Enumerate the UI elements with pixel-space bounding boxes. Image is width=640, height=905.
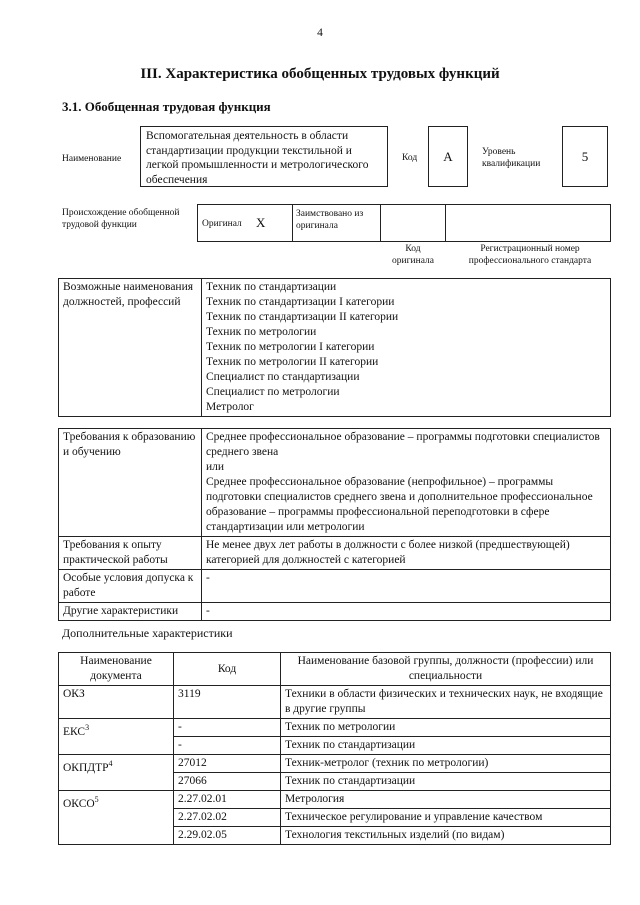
code-box bbox=[428, 126, 468, 187]
additional-header-row bbox=[59, 653, 611, 686]
function-name-box bbox=[140, 126, 388, 187]
footnote-mark: 4 bbox=[108, 759, 113, 768]
function-name-value: Вспомогательная деятельность в области стандартизации продукции текстильной и легкой промышленности и метрологического обеспечения bbox=[146, 130, 369, 186]
requirement-value: Среднее профессиональное образование – программы подготовки специалистов среднего звена или Среднее профессиональное образование (непрофильное) – программы подготовки специалистов среднего звена и дополнительное профессиональное образование – программы профессиональной переподготовки в сфере стандартизации или метрологии bbox=[206, 431, 600, 533]
origin-label: Происхождение обобщенной трудовой функции bbox=[62, 208, 180, 230]
section-title: III. Характеристика обобщенных трудовых функций bbox=[140, 66, 500, 82]
requirement-row bbox=[59, 537, 611, 570]
name-cell: Техник по стандартизации bbox=[285, 775, 416, 787]
requirement-value: - bbox=[206, 572, 210, 584]
position-item: Техник по метрологии I категории bbox=[206, 341, 375, 353]
name-cell: Техник по метрологии bbox=[285, 721, 396, 733]
requirement-value: - bbox=[206, 605, 210, 617]
additional-title: Дополнительные характеристики bbox=[62, 626, 233, 640]
requirement-row bbox=[59, 570, 611, 603]
position-item: Техник по метрологии bbox=[206, 326, 317, 338]
requirement-label: Особые условия допуска к работе bbox=[63, 572, 194, 599]
code-cell: - bbox=[178, 739, 182, 751]
code-label: Код bbox=[402, 153, 418, 163]
header-document: Наименование документа bbox=[80, 655, 152, 682]
requirement-value: Не менее двух лет работы в должности с более низкой (предшествующей) категорией для должностей с категорией bbox=[206, 539, 570, 566]
requirement-label: Другие характеристики bbox=[63, 605, 179, 617]
name-cell: Техническое регулирование и управление качеством bbox=[285, 811, 543, 823]
level-value: 5 bbox=[581, 148, 589, 164]
name-cell: Техник-метролог (техник по метрологии) bbox=[285, 757, 489, 769]
original-mark: X bbox=[256, 215, 266, 230]
position-item: Техник по метрологии II категории bbox=[206, 356, 379, 368]
reg-number-caption: Регистрационный номер профессионального стандарта bbox=[468, 244, 592, 266]
table-row bbox=[59, 719, 611, 737]
position-item: Техник по стандартизации II категории bbox=[206, 311, 399, 323]
positions-table bbox=[58, 278, 611, 417]
name-cell: Метрология bbox=[285, 793, 345, 805]
borrowed-label: Заимствовано из оригинала bbox=[296, 209, 364, 231]
doc-name: ОКСО bbox=[63, 797, 95, 810]
level-box bbox=[562, 126, 608, 187]
positions-label-cell bbox=[59, 279, 202, 417]
code-cell: 2.27.02.01 bbox=[178, 793, 227, 805]
requirement-label: Требования к опыту практической работы bbox=[63, 539, 168, 566]
requirement-label: Требования к образованию и обучению bbox=[63, 431, 196, 458]
doc-name: ОКПДТР bbox=[63, 761, 109, 774]
origin-divider-1 bbox=[292, 204, 293, 242]
level-label: Уровень квалификации bbox=[482, 147, 541, 169]
table-row bbox=[59, 686, 611, 719]
page-number: 4 bbox=[317, 27, 323, 39]
positions-list-cell bbox=[202, 279, 611, 417]
footnote-mark: 3 bbox=[85, 723, 90, 732]
code-cell: 3119 bbox=[178, 688, 201, 700]
origin-divider-3 bbox=[445, 204, 446, 242]
code-cell: 27066 bbox=[178, 775, 207, 787]
subsection-title: 3.1. Обобщенная трудовая функция bbox=[62, 99, 271, 114]
doc-name: ОКЗ bbox=[63, 688, 85, 700]
origin-divider-2 bbox=[380, 204, 381, 242]
table-row bbox=[59, 791, 611, 809]
requirements-table bbox=[58, 428, 611, 621]
position-item: Метролог bbox=[206, 401, 254, 413]
code-cell: 27012 bbox=[178, 757, 207, 769]
additional-table bbox=[58, 652, 611, 845]
name-label: Наименование bbox=[62, 154, 122, 164]
position-item: Техник по стандартизации bbox=[206, 281, 337, 293]
code-original-caption: Код оригинала bbox=[392, 244, 434, 266]
requirement-row bbox=[59, 429, 611, 537]
requirement-row bbox=[59, 603, 611, 621]
code-cell: 2.27.02.02 bbox=[178, 811, 227, 823]
position-item: Специалист по стандартизации bbox=[206, 371, 360, 383]
positions-label: Возможные наименования должностей, профессий bbox=[63, 281, 194, 308]
header-code: Код bbox=[217, 662, 237, 675]
table-row bbox=[59, 755, 611, 773]
position-item: Специалист по метрологии bbox=[206, 386, 340, 398]
doc-name: ЕКС bbox=[63, 725, 86, 738]
name-cell: Техники в области физических и технических наук, не входящие в другие группы bbox=[285, 688, 603, 715]
name-cell: Техник по стандартизации bbox=[285, 739, 416, 751]
code-cell: 2.29.02.05 bbox=[178, 829, 227, 841]
footnote-mark: 5 bbox=[94, 795, 99, 804]
original-label: Оригинал bbox=[202, 219, 242, 229]
position-item: Техник по стандартизации I категории bbox=[206, 296, 395, 308]
code-value: А bbox=[443, 148, 453, 164]
code-cell: - bbox=[178, 721, 182, 733]
name-cell: Технология текстильных изделий (по видам) bbox=[285, 829, 505, 841]
header-name: Наименование базовой группы, должности (профессии) или специальности bbox=[297, 655, 594, 682]
